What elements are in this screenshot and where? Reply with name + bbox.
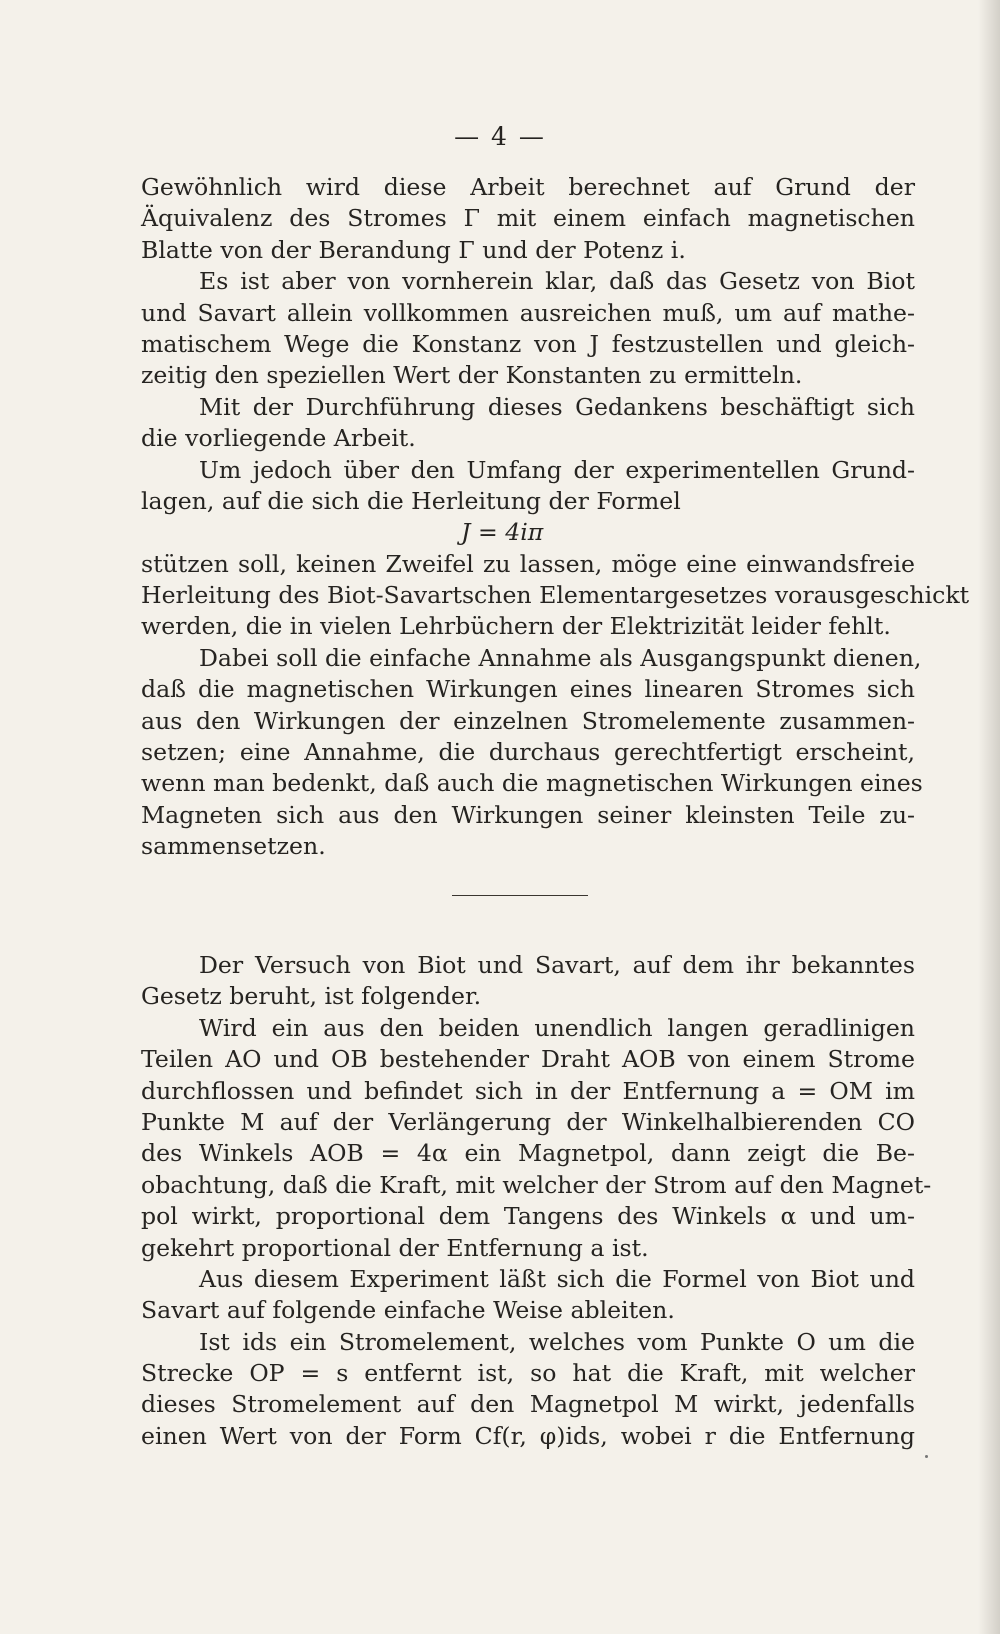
paper-speck — [925, 1455, 928, 1458]
text-line: aus den Wirkungen der einzelnen Stromelemente zusammen- — [141, 706, 915, 735]
text-line: gekehrt proportional der Entfernung a ist. — [141, 1233, 649, 1262]
text-line: dieses Stromelement auf den Magnetpol M wirkt, jedenfalls — [141, 1390, 915, 1419]
text-line: pol wirkt, proportional dem Tangens des Winkels α und um- — [141, 1202, 915, 1231]
text-line: matischem Wege die Konstanz von J festzustellen und gleich- — [141, 329, 915, 358]
text-line: des Winkels AOB = 4α ein Magnetpol, dann zeigt die Be- — [141, 1139, 915, 1168]
section-2-text — [141, 950, 932, 1452]
text-line: Gesetz beruht, ist folgender. — [141, 982, 482, 1011]
text-line: Wird ein aus den beiden unendlich langen geradlinigen — [199, 1013, 915, 1042]
text-line: daß die magnetischen Wirkungen eines linearen Stromes sich — [141, 675, 915, 704]
section-divider — [452, 895, 588, 896]
text-line: stützen soll, keinen Zweifel zu lassen, möge eine einwandsfreie — [141, 549, 915, 578]
text-line: Mit der Durchführung dieses Gedankens beschäftigt sich — [199, 392, 915, 421]
page-edge-shadow — [978, 0, 1000, 1634]
text-line: Savart auf folgende einfache Weise ableiten. — [141, 1296, 675, 1325]
text-line: Dabei soll die einfache Annahme als Ausgangspunkt dienen, — [199, 643, 922, 672]
text-line: Blatte von der Berandung Γ und der Potenz i. — [141, 235, 686, 264]
page-number: — 4 — — [454, 122, 546, 151]
text-line: Ist ids ein Stromelement, welches vom Punkte O um die — [199, 1327, 915, 1356]
text-line: Magneten sich aus den Wirkungen seiner kleinsten Teile zu- — [141, 800, 915, 829]
text-line: Es ist aber von vornherein klar, daß das Gesetz von Biot — [199, 267, 915, 296]
text-line: Punkte M auf der Verlängerung der Winkelhalbierenden CO — [141, 1107, 915, 1136]
section-1-text — [141, 172, 970, 863]
text-line: Teilen AO und OB bestehender Draht AOB von einem Strome — [141, 1045, 915, 1074]
text-line: Um jedoch über den Umfang der experimentellen Grund- — [199, 455, 915, 484]
text-line: lagen, auf die sich die Herleitung der Formel — [141, 486, 681, 515]
text-line: werden, die in vielen Lehrbüchern der Elektrizität leider fehlt. — [141, 612, 891, 641]
text-line: Äquivalenz des Stromes Γ mit einem einfach magnetischen — [141, 204, 915, 233]
formula: J = 4iπ — [461, 518, 544, 547]
text-line: sammensetzen. — [141, 832, 326, 861]
text-line: wenn man bedenkt, daß auch die magnetischen Wirkungen eines — [141, 769, 923, 798]
text-line: Herleitung des Biot-Savartschen Elementargesetzes vorausgeschickt — [141, 581, 970, 610]
text-line: Strecke OP = s entfernt ist, so hat die Kraft, mit welcher — [141, 1359, 915, 1388]
text-line: Aus diesem Experiment läßt sich die Formel von Biot und — [199, 1264, 915, 1293]
text-line: die vorliegende Arbeit. — [141, 424, 416, 453]
text-line: zeitig den speziellen Wert der Konstanten zu ermitteln. — [141, 361, 803, 390]
text-line: Der Versuch von Biot und Savart, auf dem ihr bekanntes — [199, 951, 915, 979]
text-line: und Savart allein vollkommen ausreichen muß, um auf mathe- — [141, 298, 915, 327]
text-line: setzen; eine Annahme, die durchaus gerechtfertigt erscheint, — [141, 738, 915, 767]
text-line: obachtung, daß die Kraft, mit welcher der Strom auf den Magnet- — [141, 1170, 932, 1199]
text-line: einen Wert von der Form Cf(r, φ)ids, wobei r die Entfernung — [141, 1421, 915, 1450]
text-line: durchflossen und befindet sich in der Entfernung a = OM im — [141, 1076, 915, 1105]
text-line: Gewöhnlich wird diese Arbeit berechnet auf Grund der — [141, 173, 915, 201]
